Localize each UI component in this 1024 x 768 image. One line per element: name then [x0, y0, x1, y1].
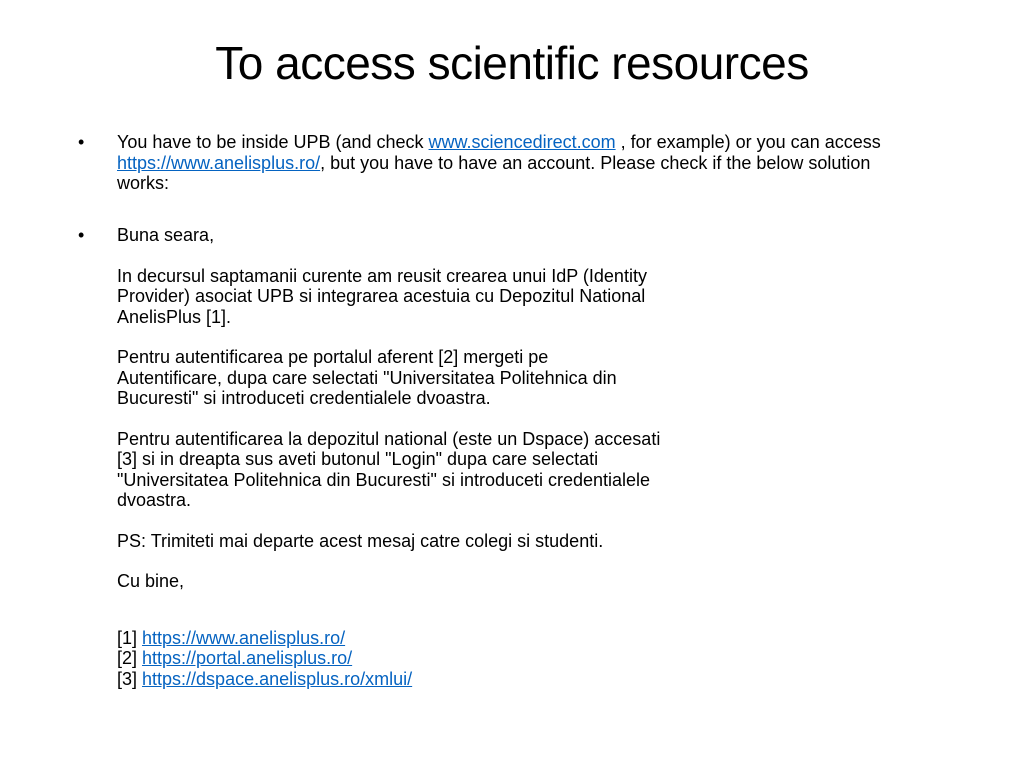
- reference-link-dspace[interactable]: https://dspace.anelisplus.ro/xmlui/: [142, 668, 413, 689]
- reference-label: [1]: [117, 627, 143, 648]
- postscript: PS: Trimiteti mai departe acest mesaj catre colegi si studenti.: [117, 530, 604, 551]
- reference-line: [117, 628, 660, 649]
- reference-label: [2]: [117, 648, 143, 668]
- bullet-text: [117, 132, 881, 194]
- text-segment: , but you have to have an account. Please check if the below solution: [320, 152, 871, 173]
- closing: Cu bine,: [117, 571, 185, 591]
- paragraph-2-line: Bucuresti" si introduceti credentialele dvoastra.: [117, 388, 491, 408]
- text-segment: You have to be inside UPB (and check: [117, 132, 429, 152]
- text-line: [117, 132, 881, 153]
- sciencedirect-link[interactable]: www.sciencedirect.com: [428, 132, 616, 152]
- anelisplus-link[interactable]: https://www.anelisplus.ro/: [117, 152, 321, 173]
- greeting: Buna seara,: [117, 225, 215, 245]
- paragraph-3-line: "Universitatea Politehnica din Bucuresti" si introduceti credentialele: [117, 469, 651, 490]
- slide-title: To access scientific resources: [215, 37, 809, 89]
- paragraph-2-line: Autentificare, dupa care selectati "Universitatea Politehnica din: [117, 367, 617, 388]
- text-line: [117, 153, 881, 174]
- reference-line: [117, 648, 660, 669]
- reference-label: [3]: [117, 668, 143, 689]
- email-message: [117, 225, 660, 689]
- paragraph-1-line: Provider) asociat UPB si integrarea acestuia cu Depozitul National: [117, 286, 646, 306]
- paragraph-1-line: In decursul saptamanii curente am reusit crearea unui IdP (Identity: [117, 265, 647, 286]
- paragraph-2-line: Pentru autentificarea pe portalul aferent [2] mergeti pe: [117, 347, 549, 367]
- text-line: works:: [117, 173, 170, 193]
- reference-link-anelisplus[interactable]: https://www.anelisplus.ro/: [142, 627, 346, 648]
- bullet-marker: •: [78, 225, 85, 245]
- paragraph-1-line: AnelisPlus [1].: [117, 306, 232, 327]
- text-segment: , for example) or you can access: [615, 132, 881, 152]
- reference-link-portal[interactable]: https://portal.anelisplus.ro/: [142, 648, 353, 668]
- reference-line: [117, 669, 660, 690]
- bullet-marker: •: [78, 132, 85, 152]
- paragraph-3-line: Pentru autentificarea la depozitul national (este un Dspace) accesati: [117, 428, 661, 449]
- paragraph-3-line: dvoastra.: [117, 490, 192, 510]
- paragraph-3-line: [3] si in dreapta sus aveti butonul "Login" dupa care selectati: [117, 449, 599, 469]
